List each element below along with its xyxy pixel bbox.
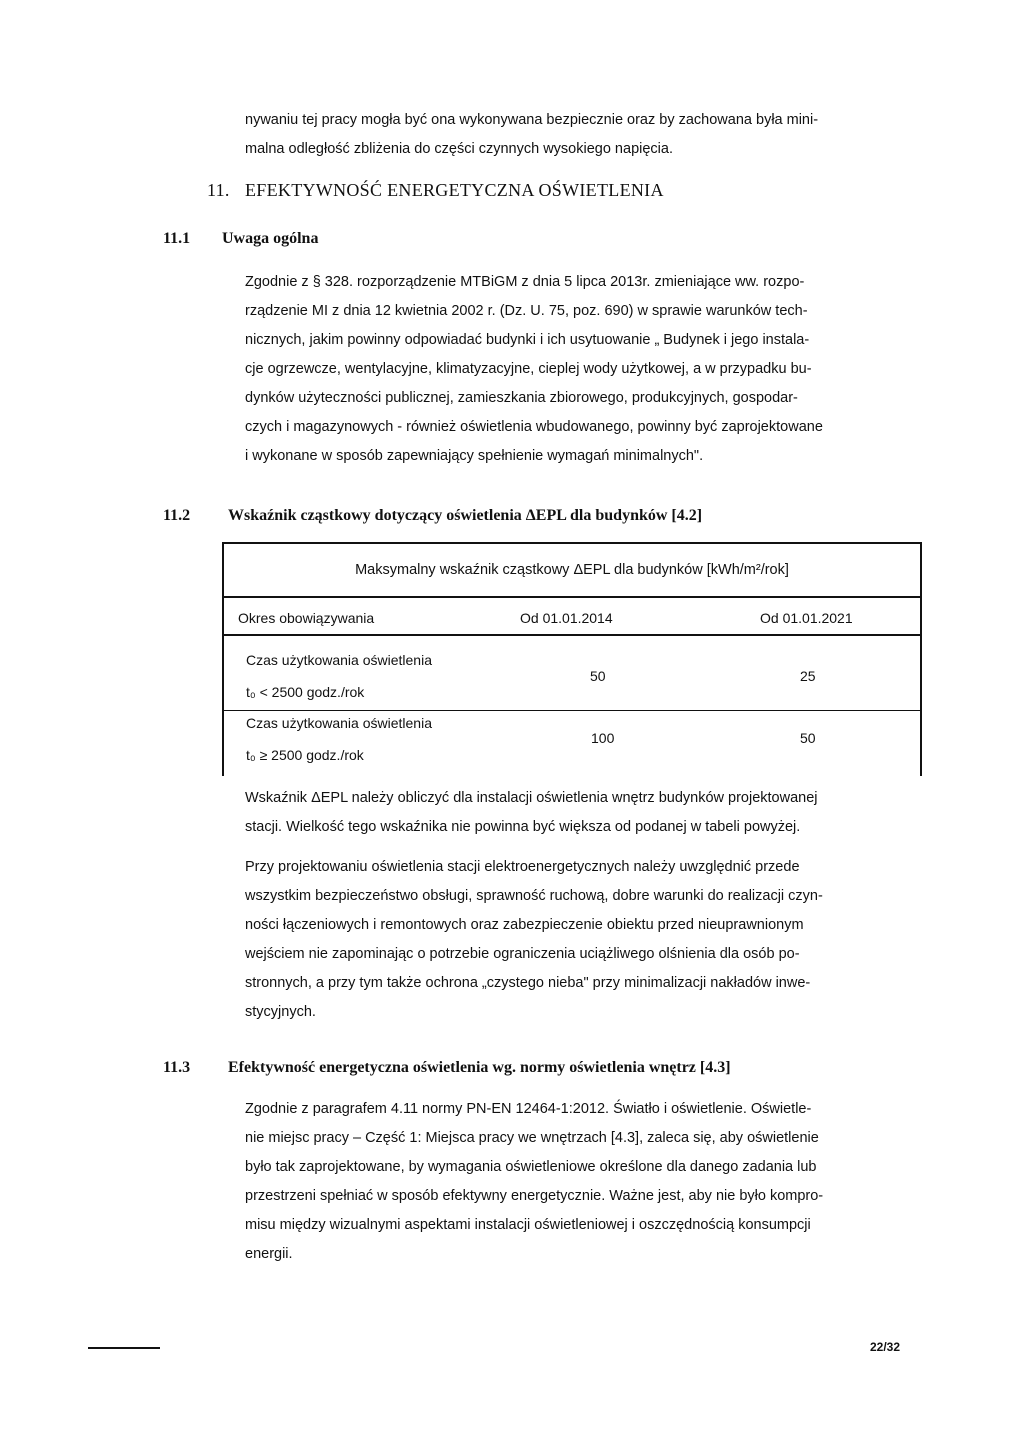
row-label: Czas użytkowania oświetlenia — [246, 652, 432, 668]
text-line: stronnych, a przy tym także ochrona „czystego nieba" przy minimalizacji nakładów inwe- — [245, 975, 811, 991]
subsection-number: 11.3 — [163, 1059, 191, 1076]
subsection-title: Efektywność energetyczna oświetlenia wg. normy oświetlenia wnętrz [4.3] — [228, 1059, 731, 1076]
table-header: Maksymalny wskaźnik cząstkowy ΔEPL dla budynków [kWh/m²/rok] — [355, 562, 789, 578]
row-value-2: 25 — [800, 668, 816, 684]
text-line: czych i magazynowych - również oświetlenia wbudowanego, powinny być zaprojektowane — [245, 419, 823, 435]
text-line: nie miejsc pracy – Część 1: Miejsca pracy we wnętrzach [4.3], zaleca się, aby oświetlenie — [245, 1130, 819, 1146]
table-rule — [224, 710, 920, 711]
text-line: malna odległość zbliżenia do części czynnych wysokiego napięcia. — [245, 141, 673, 157]
row-value-1: 100 — [591, 730, 615, 746]
paragraph-regulation — [245, 268, 885, 471]
text-line: wszystkim bezpieczeństwo obsługi, sprawność ruchową, dobre warunki do realizacji czyn- — [245, 888, 823, 904]
section-title: EFEKTYWNOŚĆ ENERGETYCZNA OŚWIETLENIA — [245, 180, 664, 200]
period-col-1: Od 01.01.2014 — [520, 610, 613, 626]
subsection-number: 11.1 — [163, 230, 191, 247]
text-line: nicznych, jakim powinny odpowiadać budynki i ich usytuowanie „ Budynek i jego instala- — [245, 332, 810, 348]
table-rule — [224, 596, 920, 598]
row-value-2: 50 — [800, 730, 816, 746]
row-value-1: 50 — [590, 668, 606, 684]
text-line: Wskaźnik ΔEPL należy obliczyć dla instalacji oświetlenia wnętrz budynków projektowanej — [245, 790, 818, 806]
period-label: Okres obowiązywania — [238, 610, 375, 626]
text-line: nywaniu tej pracy mogła być ona wykonywana bezpiecznie oraz by zachowana była mini- — [245, 112, 819, 128]
section-number: 11. — [207, 180, 230, 200]
page-number: 22/32 — [870, 1340, 901, 1354]
row-condition: t₀ ≥ 2500 godz./rok — [246, 747, 364, 763]
period-col-2: Od 01.01.2021 — [760, 610, 853, 626]
text-line: misu między wizualnymi aspektami instalacji oświetleniowej i oszczędnością konsumpcji — [245, 1217, 811, 1233]
row-label: Czas użytkowania oświetlenia — [246, 715, 432, 731]
text-line: dynków użyteczności publicznej, zamieszkania zbiorowego, produkcyjnych, gospodar- — [245, 390, 798, 406]
subsection-title: Wskaźnik cząstkowy dotyczący oświetlenia ΔEPL dla budynków [4.2] — [228, 507, 703, 524]
text-line: przestrzeni spełniać w sposób efektywny energetycznie. Ważne jest, aby nie było kompro- — [245, 1188, 824, 1204]
row-condition: t₀ < 2500 godz./rok — [246, 684, 365, 700]
text-line: cje ogrzewcze, wentylacyjne, klimatyzacyjne, cieplej wody użytkowej, a w przypadku bu- — [245, 361, 812, 377]
text-line: Przy projektowaniu oświetlenia stacji elektroenergetycznych należy uwzględnić przede — [245, 859, 800, 875]
text-line: rządzenie MI z dnia 12 kwietnia 2002 r. (Dz. U. 75, poz. 690) w sprawie warunków tech- — [245, 303, 808, 319]
text-line: Zgodnie z § 328. rozporządzenie MTBiGM z dnia 5 lipca 2013r. zmieniające ww. rozpo- — [245, 274, 805, 290]
paragraph-design — [245, 853, 885, 1027]
intro-paragraph — [245, 106, 885, 164]
text-line: stycyjnych. — [245, 1004, 316, 1020]
text-line: stacji. Wielkość tego wskaźnika nie powinna być większa od podanej w tabeli powyżej. — [245, 819, 801, 835]
subsection-number: 11.2 — [163, 507, 191, 524]
text-line: energii. — [245, 1246, 293, 1262]
footer-rule — [88, 1347, 160, 1349]
text-line: Zgodnie z paragrafem 4.11 normy PN-EN 12464-1:2012. Światło i oświetlenie. Oświetle- — [245, 1101, 812, 1117]
text-line: ności łączeniowych i remontowych oraz zabezpieczenie obiektu przed nieuprawnionym — [245, 917, 804, 933]
epl-table — [222, 542, 922, 776]
subsection-title: Uwaga ogólna — [222, 230, 319, 247]
paragraph-indicator — [245, 784, 885, 842]
text-line: wejściem nie zapominając o potrzebie ograniczenia uciążliwego olśnienia dla osób po- — [245, 946, 800, 962]
text-line: i wykonane w sposób zapewniający spełnienie wymagań minimalnych". — [245, 448, 704, 464]
paragraph-standard — [245, 1095, 885, 1269]
table-rule — [224, 634, 920, 636]
text-line: było tak zaprojektowane, by wymagania oświetleniowe określone dla danego zadania lub — [245, 1159, 817, 1175]
